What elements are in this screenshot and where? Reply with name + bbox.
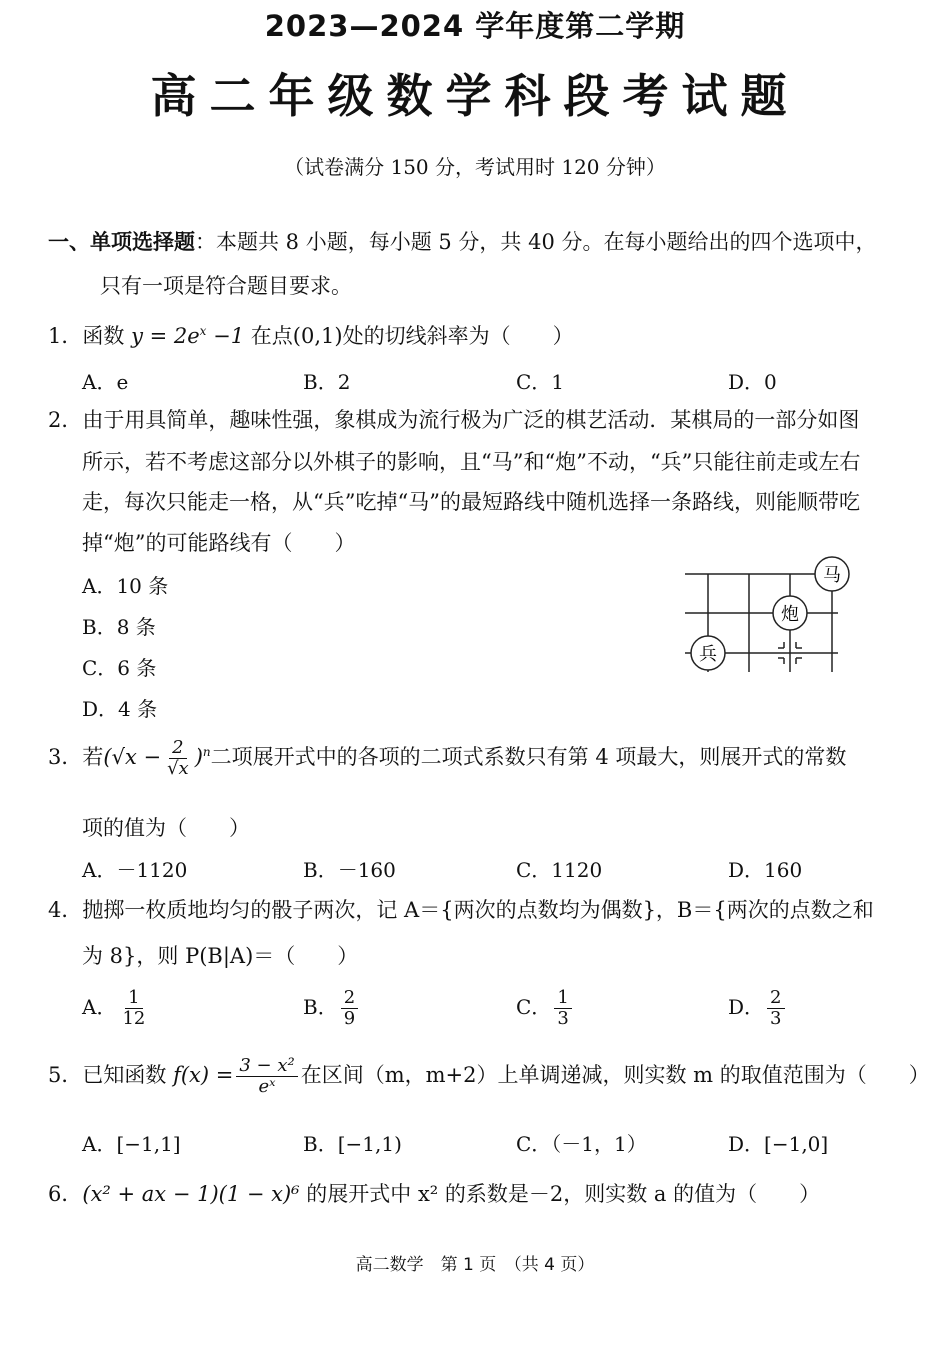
q5-option-c: C．（－1，1） (516, 1132, 647, 1156)
question-1 (48, 320, 574, 350)
q2-option-b: B．8 条 (82, 615, 156, 639)
question-number: 4． (48, 898, 83, 922)
q4-line2: 为 8}，则 P(B|A)＝（ ） (82, 944, 359, 968)
q5-option-b: B．[−1,1) (303, 1132, 402, 1156)
q2-option-c: C．6 条 (82, 656, 157, 680)
section-heading (48, 226, 877, 256)
page-title: 高二年级数学科段考试题 (150, 69, 800, 123)
q1-option-c: C．1 (516, 370, 565, 394)
piece-ma (815, 557, 849, 591)
q1-point: (0,1) (292, 324, 343, 348)
q3-text-b: 二项展开式中的各项的二项式系数只有第 4 项最大，则展开式的常数 (210, 744, 847, 769)
q2-line2: 所示，若不考虑这部分以外棋子的影响，且“马”和“炮”不动，“兵”只能往前走或左右 (82, 450, 861, 474)
q4-option-d: D． $\frac{2}{3}$ (728, 988, 788, 1029)
question-2 (48, 404, 859, 434)
q6-text: 的展开式中 x² 的系数是－2，则实数 a 的值为（ ） (299, 1182, 821, 1206)
q4-option-b: B． $\frac{2}{9}$ (303, 988, 361, 1029)
question-number: 1． (48, 324, 83, 348)
q4-option-c: C． $\frac{1}{3}$ (516, 988, 575, 1029)
q3-option-c: C．1120 (516, 858, 603, 882)
piece-bing (691, 636, 725, 670)
svg-text:马: 马 (823, 565, 841, 586)
q1-formula: $y = 2e^x -1$ (131, 324, 245, 348)
q3-line2: 项的值为（ ） (82, 816, 250, 840)
q2-line4: 掉“炮”的可能路线有（ ） (82, 531, 356, 555)
chess-board-figure (680, 552, 850, 677)
q4-line1: 抛掷一枚质地均匀的骰子两次，记 A＝{两次的点数均为偶数}，B＝{两次的点数之和 (82, 898, 874, 922)
q3-option-d: D．160 (728, 858, 803, 882)
q5-text-a: 已知函数 (82, 1062, 167, 1087)
q1-option-d: D．0 (728, 370, 777, 394)
q2-line1: 由于用具简单，趣味性强，象棋成为流行极为广泛的棋艺活动．某棋局的一部分如图 (82, 408, 860, 432)
q3-option-b: B．－160 (303, 858, 396, 882)
q2-line3: 走，每次只能走一格，从“兵”吃掉“马”的最短路线中随机选择一条路线，则能顺带吃 (82, 490, 860, 514)
q3-formula: (√x − $\frac{2}{√x}$ )$^n$ (103, 737, 211, 779)
piece-pao (773, 596, 807, 630)
question-number: 2． (48, 408, 83, 432)
q1-option-a: A．e (82, 370, 129, 394)
question-number: 6． (48, 1182, 83, 1206)
q2-option-a: A．10 条 (82, 574, 169, 598)
q1-text: 函数 (82, 324, 125, 348)
q1-text-c: 处的切线斜率为（ ） (342, 324, 574, 348)
question-6 (48, 1178, 820, 1208)
question-number: 3． (48, 744, 83, 769)
q5-text-b: 在区间（m，m+2）上单调递减，则实数 m 的取值范围为（ ） (300, 1062, 930, 1087)
svg-text:兵: 兵 (699, 644, 717, 665)
q5-option-d: D．[−1,0] (728, 1132, 829, 1156)
section-instructions-cont: 只有一项是符合题目要求。 (100, 274, 352, 298)
q6-formula: (x² + ax − 1)(1 − x)⁶ (82, 1182, 300, 1206)
q4-option-a: A． $\frac{1}{12}$ (82, 987, 146, 1029)
q5-formula: f(x) = $\frac{\text{3 − x²}}{\text{eˣ}}$ (173, 1063, 301, 1087)
q3-option-a: A．－1120 (82, 858, 188, 882)
q3-text-a: 若 (82, 744, 104, 769)
exam-term: 2023—2024 学年度第二学期 (264, 9, 686, 43)
q1-option-b: B．2 (303, 370, 351, 394)
section-title: 一、单项选择题 (48, 230, 195, 254)
q1-text-b: 在点 (244, 324, 293, 348)
page-footer: 高二数学 第 1 页 （共 4 页） (355, 1255, 595, 1275)
exam-subtitle: （试卷满分 150 分，考试用时 120 分钟） (284, 155, 666, 179)
question-3 (48, 738, 846, 779)
section-instructions: ：本题共 8 小题，每小题 5 分，共 40 分。在每小题给出的四个选项中， (195, 230, 877, 254)
svg-text:炮: 炮 (781, 604, 799, 625)
question-5 (48, 1056, 930, 1097)
q2-option-d: D．4 条 (82, 697, 158, 721)
q5-option-a: A．[−1,1] (82, 1132, 181, 1156)
question-4 (48, 894, 874, 924)
question-number: 5． (48, 1062, 83, 1087)
